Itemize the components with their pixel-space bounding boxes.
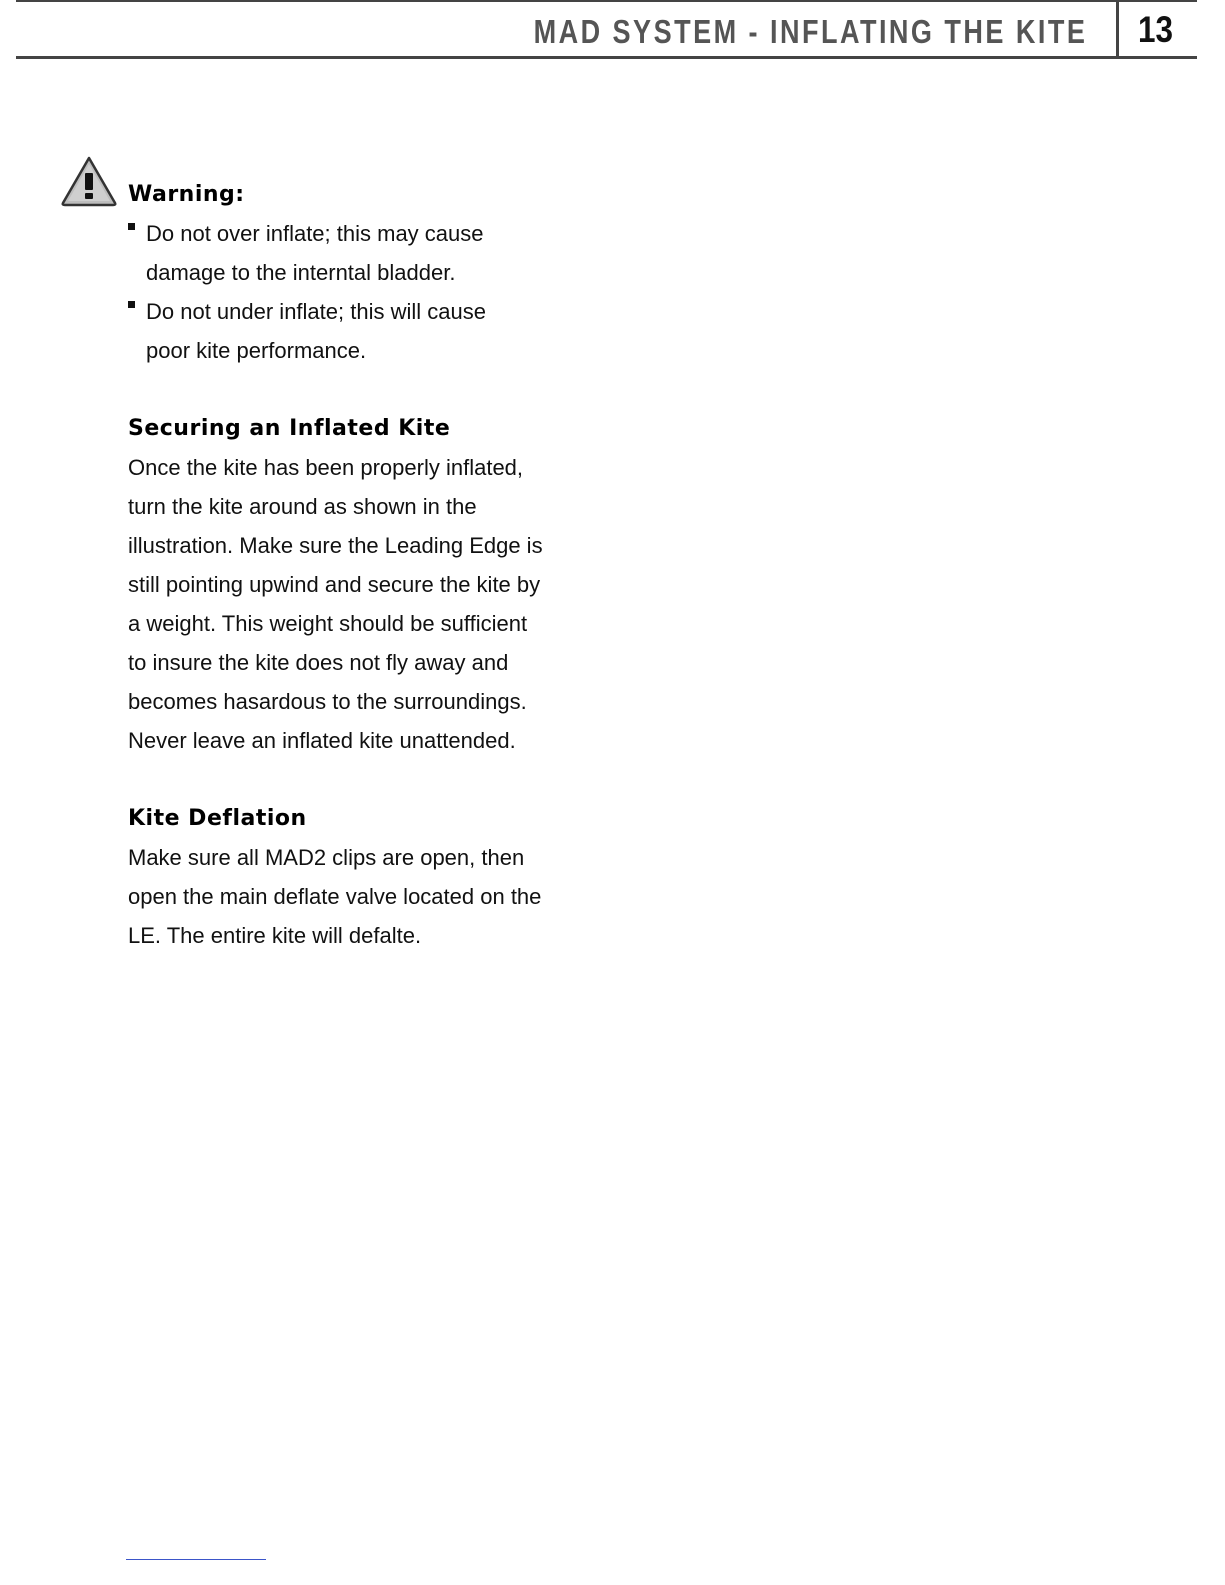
header-top-rule bbox=[16, 0, 1197, 2]
warning-heading: Warning: bbox=[128, 182, 245, 207]
paragraph-line: Once the kite has been properly inflated, bbox=[128, 455, 524, 480]
paragraph-line: becomes hasardous to the surroundings. bbox=[128, 689, 527, 714]
warning-bullet-under-inflate bbox=[128, 292, 608, 370]
bullet-text-line: Do not under inflate; this will cause bbox=[146, 299, 486, 324]
paragraph-line: Never leave an inflated kite unattended. bbox=[128, 728, 516, 753]
securing-paragraph bbox=[128, 448, 608, 760]
bullet-square-icon bbox=[128, 301, 135, 308]
section-spacer bbox=[128, 370, 608, 409]
page-header bbox=[0, 0, 1225, 60]
bullet-text-line: Do not over inflate; this may cause bbox=[146, 221, 484, 246]
main-content bbox=[128, 175, 608, 955]
deflation-paragraph bbox=[128, 838, 608, 955]
header-divider bbox=[1116, 0, 1119, 58]
deflation-heading: Kite Deflation bbox=[128, 806, 307, 831]
paragraph-line: still pointing upwind and secure the kite by bbox=[128, 572, 541, 597]
bullet-text-line: poor kite performance. bbox=[146, 338, 367, 363]
footer-rule bbox=[126, 1559, 266, 1560]
paragraph-line: a weight. This weight should be sufficient bbox=[128, 611, 528, 636]
bullet-text-line: damage to the interntal bladder. bbox=[146, 260, 456, 285]
header-bottom-rule bbox=[16, 56, 1197, 59]
paragraph-line: to insure the kite does not fly away and bbox=[128, 650, 509, 675]
paragraph-line: LE. The entire kite will defalte. bbox=[128, 923, 422, 948]
bullet-square-icon bbox=[128, 223, 135, 230]
paragraph-line: turn the kite around as shown in the bbox=[128, 494, 477, 519]
securing-heading: Securing an Inflated Kite bbox=[128, 416, 451, 441]
paragraph-line: Make sure all MAD2 clips are open, then bbox=[128, 845, 525, 870]
paragraph-line: illustration. Make sure the Leading Edge is bbox=[128, 533, 543, 558]
section-title: MAD SYSTEM - INFLATING THE KITE bbox=[533, 13, 1087, 50]
section-spacer bbox=[128, 760, 608, 799]
paragraph-line: open the main deflate valve located on the bbox=[128, 884, 542, 909]
warning-triangle-icon bbox=[60, 155, 118, 207]
warning-bullet-over-inflate bbox=[128, 214, 608, 292]
page-number: 13 bbox=[1138, 9, 1173, 50]
